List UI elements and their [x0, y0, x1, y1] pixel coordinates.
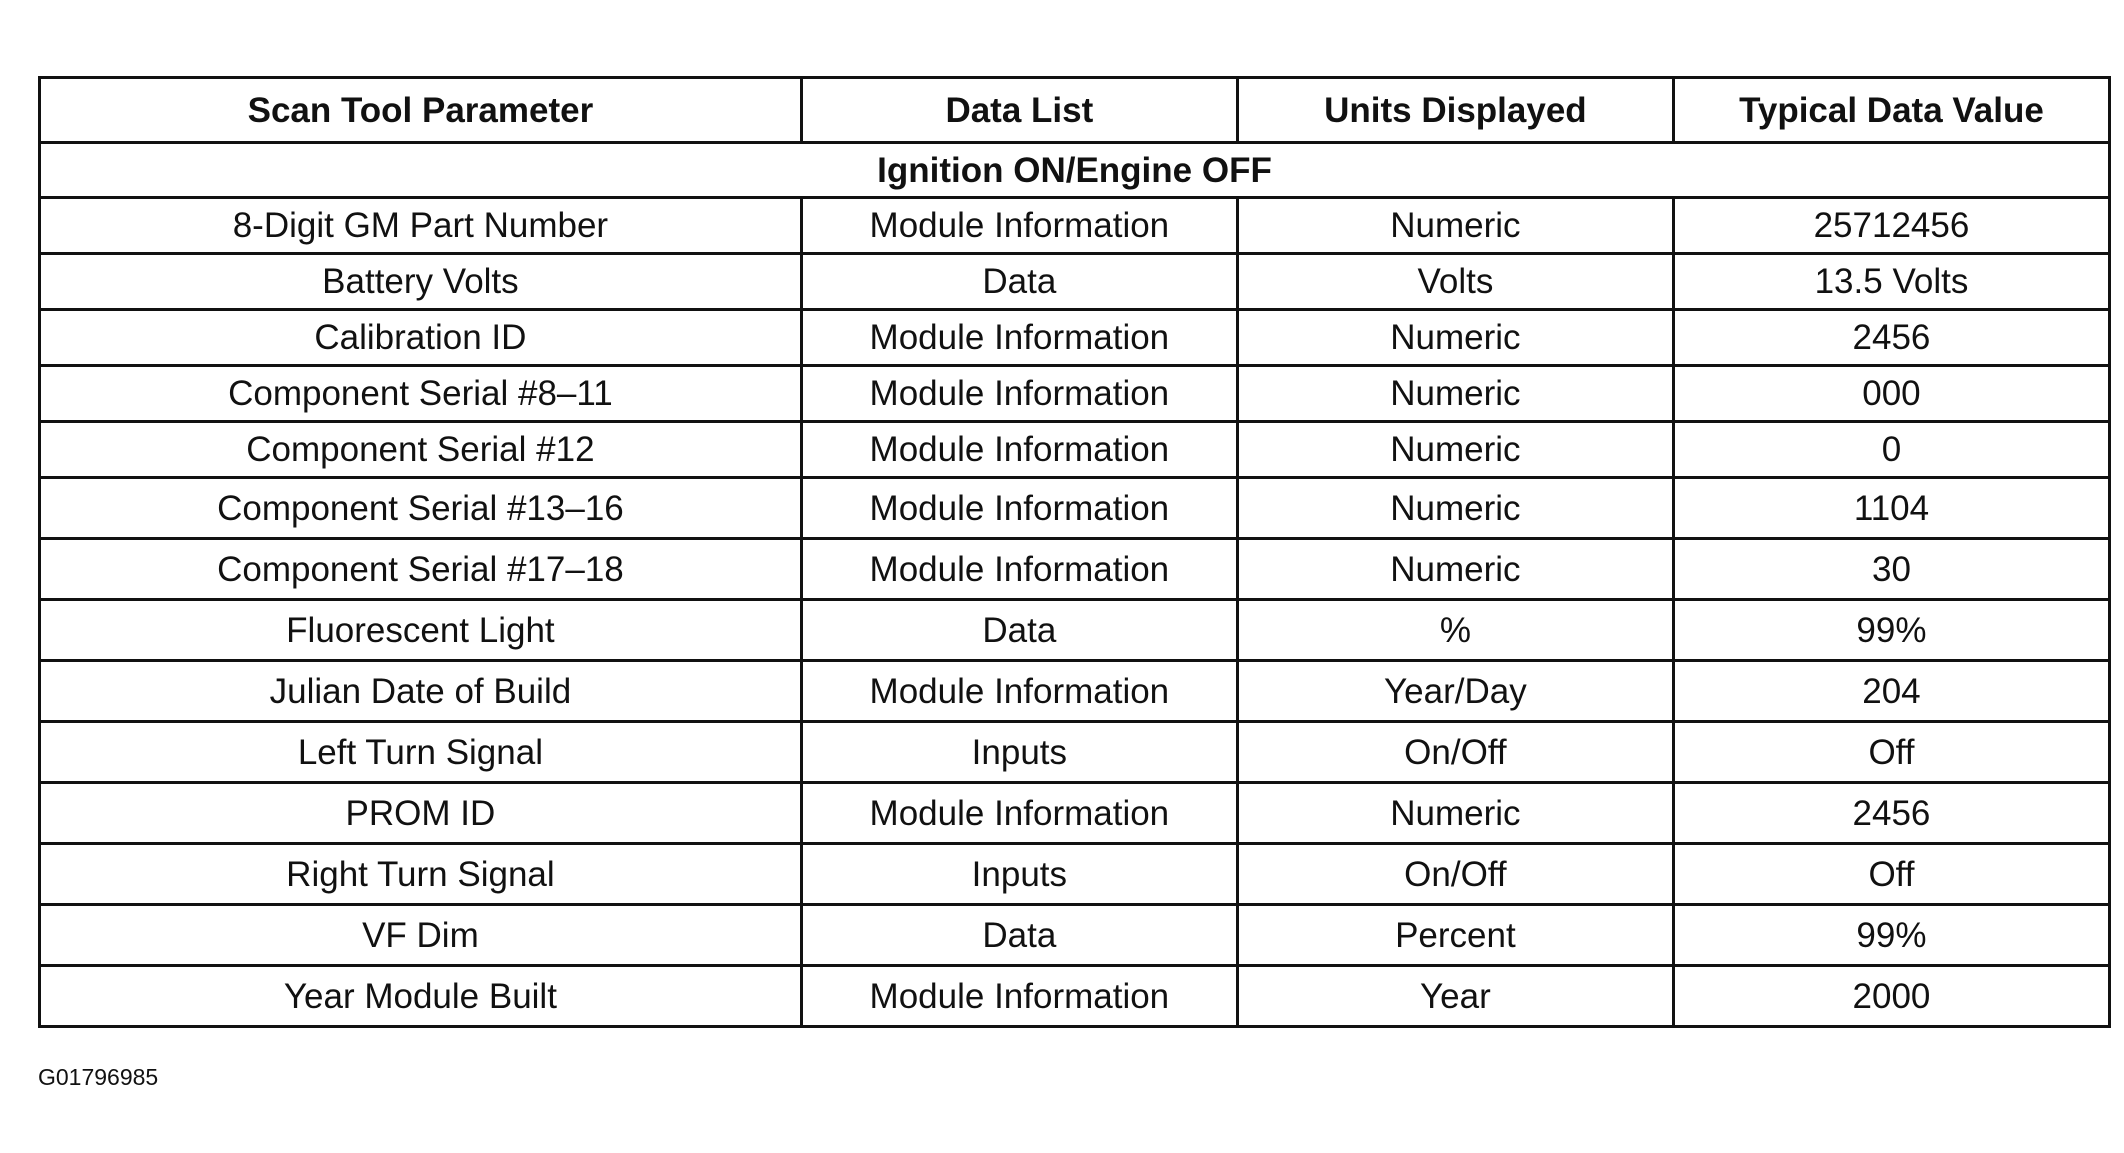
table-row [40, 366, 2110, 422]
cell-units: Year [1237, 966, 1673, 1027]
cell-data-list: Data [801, 254, 1237, 310]
cell-typical-value: 30 [1673, 539, 2109, 600]
table-row [40, 966, 2110, 1027]
scan-tool-data-table [38, 76, 2111, 1028]
cell-units: On/Off [1237, 844, 1673, 905]
cell-parameter: 8-Digit GM Part Number [40, 198, 802, 254]
cell-parameter: Left Turn Signal [40, 722, 802, 783]
cell-typical-value: 99% [1673, 600, 2109, 661]
cell-typical-value: 99% [1673, 905, 2109, 966]
cell-data-list: Module Information [801, 198, 1237, 254]
cell-typical-value: 0 [1673, 422, 2109, 478]
table-row [40, 600, 2110, 661]
cell-data-list: Module Information [801, 661, 1237, 722]
cell-units: Numeric [1237, 539, 1673, 600]
table-row [40, 310, 2110, 366]
cell-typical-value: Off [1673, 844, 2109, 905]
cell-parameter: Component Serial #13–16 [40, 478, 802, 539]
section-title: Ignition ON/Engine OFF [40, 143, 2110, 198]
cell-parameter: Component Serial #17–18 [40, 539, 802, 600]
cell-parameter: Calibration ID [40, 310, 802, 366]
figure-id: G01796985 [38, 1064, 159, 1090]
cell-data-list: Module Information [801, 310, 1237, 366]
cell-units: % [1237, 600, 1673, 661]
cell-typical-value: 2456 [1673, 783, 2109, 844]
table-row [40, 422, 2110, 478]
cell-typical-value: 2000 [1673, 966, 2109, 1027]
header-units-displayed: Units Displayed [1237, 78, 1673, 143]
cell-data-list: Inputs [801, 722, 1237, 783]
cell-data-list: Module Information [801, 478, 1237, 539]
cell-data-list: Inputs [801, 844, 1237, 905]
cell-units: Percent [1237, 905, 1673, 966]
table-header-row [40, 78, 2110, 143]
cell-typical-value: 13.5 Volts [1673, 254, 2109, 310]
cell-units: Numeric [1237, 783, 1673, 844]
cell-data-list: Module Information [801, 422, 1237, 478]
cell-data-list: Module Information [801, 539, 1237, 600]
cell-parameter: Julian Date of Build [40, 661, 802, 722]
cell-typical-value: 000 [1673, 366, 2109, 422]
table-row [40, 661, 2110, 722]
cell-parameter: Battery Volts [40, 254, 802, 310]
table-row [40, 539, 2110, 600]
cell-typical-value: Off [1673, 722, 2109, 783]
cell-typical-value: 204 [1673, 661, 2109, 722]
cell-data-list: Data [801, 600, 1237, 661]
cell-typical-value: 2456 [1673, 310, 2109, 366]
table-row [40, 844, 2110, 905]
cell-parameter: Right Turn Signal [40, 844, 802, 905]
cell-units: Numeric [1237, 310, 1673, 366]
cell-typical-value: 1104 [1673, 478, 2109, 539]
cell-units: Volts [1237, 254, 1673, 310]
table-row [40, 905, 2110, 966]
cell-parameter: Component Serial #8–11 [40, 366, 802, 422]
table-row [40, 198, 2110, 254]
cell-parameter: Year Module Built [40, 966, 802, 1027]
cell-parameter: PROM ID [40, 783, 802, 844]
cell-parameter: VF Dim [40, 905, 802, 966]
table-row [40, 783, 2110, 844]
header-typical-data-value: Typical Data Value [1673, 78, 2109, 143]
cell-parameter: Fluorescent Light [40, 600, 802, 661]
table-row [40, 254, 2110, 310]
cell-typical-value: 25712456 [1673, 198, 2109, 254]
cell-units: Numeric [1237, 422, 1673, 478]
header-scan-tool-parameter: Scan Tool Parameter [40, 78, 802, 143]
cell-data-list: Data [801, 905, 1237, 966]
cell-units: Numeric [1237, 366, 1673, 422]
cell-units: Numeric [1237, 198, 1673, 254]
header-data-list: Data List [801, 78, 1237, 143]
table-row [40, 478, 2110, 539]
cell-data-list: Module Information [801, 366, 1237, 422]
cell-units: Year/Day [1237, 661, 1673, 722]
cell-parameter: Component Serial #12 [40, 422, 802, 478]
cell-data-list: Module Information [801, 783, 1237, 844]
cell-units: On/Off [1237, 722, 1673, 783]
section-row [40, 143, 2110, 198]
cell-units: Numeric [1237, 478, 1673, 539]
table-row [40, 722, 2110, 783]
cell-data-list: Module Information [801, 966, 1237, 1027]
